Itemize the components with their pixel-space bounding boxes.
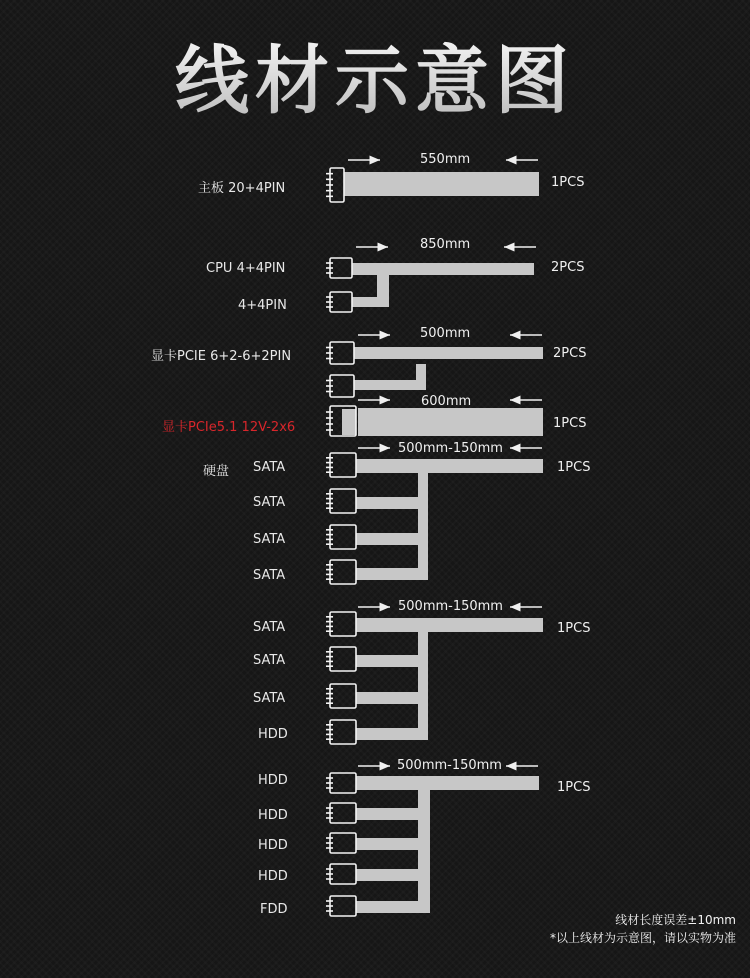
label-pcie: 显卡PCIE 6+2-6+2PIN	[151, 349, 292, 364]
length-pcie: 500mm	[420, 326, 471, 341]
label-pcie5: 显卡PCIe5.1 12V-2x6	[162, 420, 296, 435]
cable-pcie-branch-2	[416, 364, 426, 390]
connector-mb	[326, 168, 344, 202]
count-mb: 1PCS	[551, 175, 585, 190]
label-cpu-2: 4+4PIN	[238, 298, 287, 313]
hdd-trunk	[418, 790, 430, 913]
length-cpu: 850mm	[420, 237, 471, 252]
port-sata1-1: SATA	[253, 460, 286, 475]
cable-mb	[344, 172, 539, 196]
sata2-trunk	[418, 632, 428, 740]
port-sata2-4: HDD	[258, 727, 288, 742]
label-mb: 主板 20+4PIN	[198, 181, 286, 196]
port-hdd-4: HDD	[258, 869, 288, 884]
sata1-branch-1	[356, 497, 428, 509]
count-sata1: 1PCS	[557, 460, 591, 475]
sata1-trunk	[418, 473, 428, 580]
port-fdd: FDD	[260, 902, 288, 917]
count-sata2: 1PCS	[557, 621, 591, 636]
port-sata2-2: SATA	[253, 653, 286, 668]
hdd-branch-1	[356, 808, 422, 820]
length-sata1: 500mm-150mm	[398, 441, 503, 456]
sata2-connector-2	[326, 647, 356, 671]
sata2-connector-1	[326, 612, 356, 636]
hdd-connector-2	[326, 803, 356, 823]
tolerance-note: 线材长度误差±10mm	[615, 913, 736, 927]
connector-pcie5-latch	[342, 409, 356, 435]
connector-pcie-1	[326, 342, 354, 364]
hdd-connector-5	[326, 896, 356, 916]
connector-pcie-2	[326, 375, 354, 397]
port-hdd-2: HDD	[258, 808, 288, 823]
hdd-connector-1	[326, 773, 356, 793]
length-pcie5: 600mm	[421, 394, 472, 409]
count-cpu: 2PCS	[551, 260, 585, 275]
cable-pcie-branch	[354, 380, 426, 390]
length-hdd: 500mm-150mm	[397, 758, 502, 773]
sata2-connector-4	[326, 720, 356, 744]
port-sata1-4: SATA	[253, 568, 286, 583]
sata1-connector-3	[326, 525, 356, 549]
sata1-main-cable	[356, 459, 543, 473]
port-sata1-3: SATA	[253, 532, 286, 547]
disclaimer-note: *以上线材为示意图，请以实物为准	[549, 931, 736, 945]
sata1-branch-2	[356, 533, 428, 545]
port-hdd-1: HDD	[258, 773, 288, 788]
sata2-main-cable	[356, 618, 543, 632]
cable-pcie5	[358, 408, 543, 436]
sata2-branch-3	[356, 728, 428, 740]
sata2-branch-2	[356, 692, 428, 704]
port-sata1-2: SATA	[253, 495, 286, 510]
hdd-main-cable	[356, 776, 539, 790]
sata1-connector-2	[326, 489, 356, 513]
page-title: 线材示意图	[0, 22, 750, 128]
hdd-branch-3	[356, 869, 422, 881]
cable-pcie	[354, 347, 543, 359]
sata2-branch-1	[356, 655, 428, 667]
cable-cpu-branch-2	[352, 297, 389, 307]
hdd-branch-2	[356, 838, 422, 850]
length-sata2: 500mm-150mm	[398, 599, 503, 614]
port-hdd-3: HDD	[258, 838, 288, 853]
count-pcie5: 1PCS	[553, 416, 587, 431]
count-hdd: 1PCS	[557, 780, 591, 795]
connector-cpu-2	[326, 292, 352, 312]
hdd-branch-4	[356, 901, 422, 913]
label-storage: 硬盘	[203, 464, 230, 479]
port-sata2-3: SATA	[253, 691, 286, 706]
sata1-branch-3	[356, 568, 428, 580]
port-sata2-1: SATA	[253, 620, 286, 635]
count-pcie: 2PCS	[553, 346, 587, 361]
connector-cpu-1	[326, 258, 352, 278]
sata1-connector-4	[326, 560, 356, 584]
sata2-connector-3	[326, 684, 356, 708]
hdd-connector-4	[326, 864, 356, 884]
label-cpu: CPU 4+4PIN	[206, 261, 286, 276]
hdd-connector-3	[326, 833, 356, 853]
length-mb: 550mm	[420, 152, 471, 167]
sata1-connector-1	[326, 453, 356, 477]
